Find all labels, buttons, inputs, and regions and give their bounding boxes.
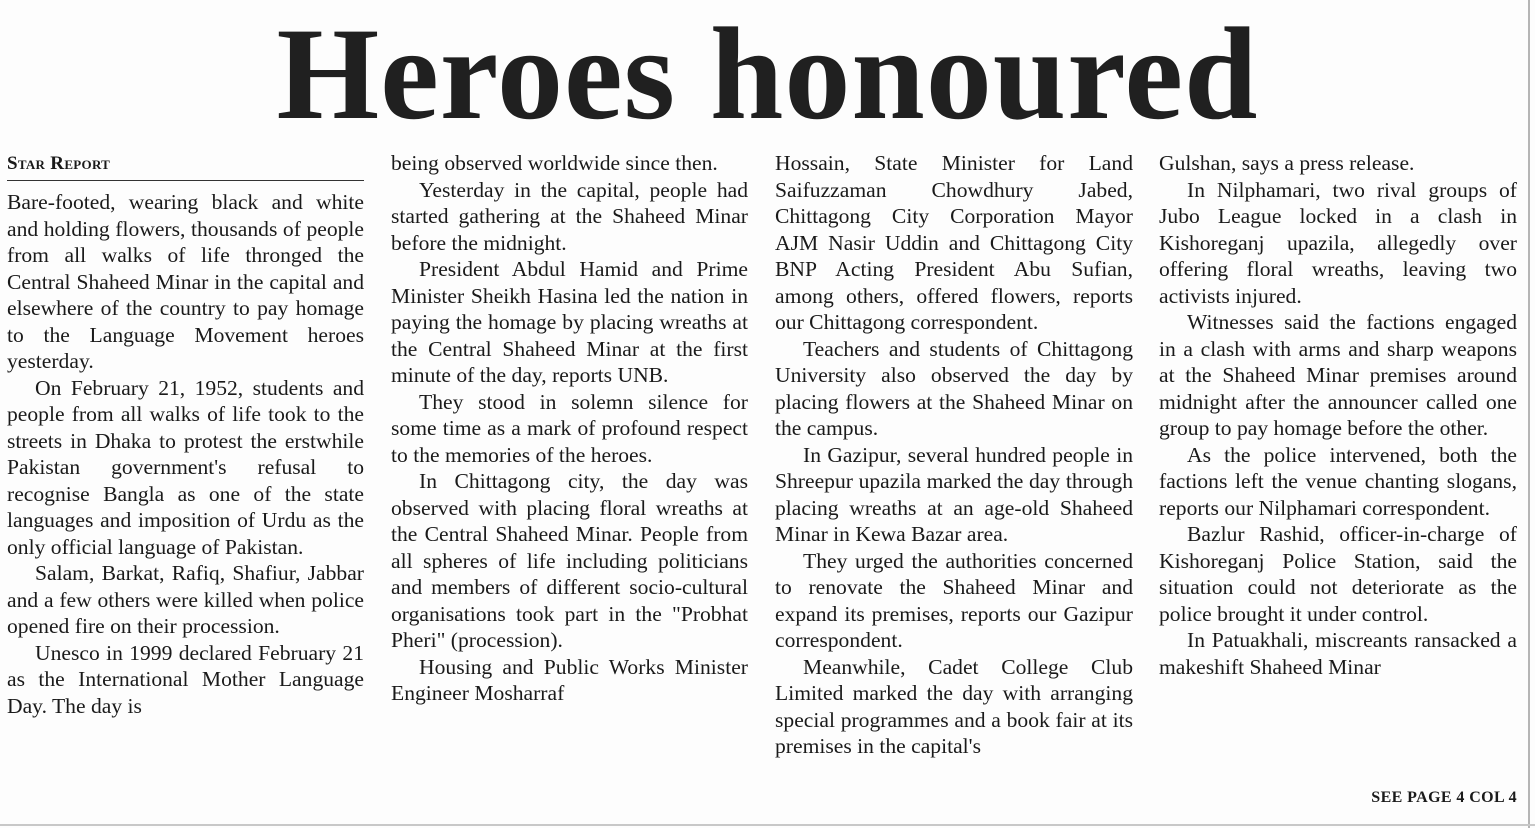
byline: Star Report <box>7 152 364 181</box>
article-paragraph: In Patuakhali, miscreants ransacked a makeshift Shaheed Minar <box>1159 628 1517 679</box>
article-column-2 <box>391 150 748 818</box>
article-paragraph: As the police intervened, both the factions left the venue chanting slogans, reports our Nilphamari correspondent. <box>1159 442 1517 520</box>
bottom-rule <box>0 824 1535 826</box>
article-paragraph: Hossain, State Minister for Land Saifuzzaman Chowdhury Jabed, Chittagong City Corporation Mayor AJM Nasir Uddin and Chittagong City BNP Acting President Abu Sufian, among others, offered flowers, reports our Chittagong correspondent. <box>775 151 1133 334</box>
headline: Heroes honoured <box>276 0 1259 147</box>
article-paragraph: Unesco in 1999 declared February 21 as the International Mother Language Day. The day is <box>7 640 364 718</box>
article-paragraph: Meanwhile, Cadet College Club Limited marked the day with arranging special programmes and a book fair at its premises in the capital's <box>775 654 1133 758</box>
article-column-1 <box>7 150 364 818</box>
article-paragraph: In Nilphamari, two rival groups of Jubo League locked in a clash in Kishoreganj upazila, allegedly over offering floral wreaths, leaving two activists injured. <box>1159 177 1517 308</box>
article-paragraph: Yesterday in the capital, people had started gathering at the Shaheed Minar before the midnight. <box>391 177 748 255</box>
byline-spacer <box>7 181 364 189</box>
article-paragraph: President Abdul Hamid and Prime Minister Sheikh Hasina led the nation in paying the homage by placing wreaths at the Central Shaheed Minar at the first minute of the day, reports UNB. <box>391 257 748 387</box>
article-paragraph: Witnesses said the factions engaged in a clash with arms and sharp weapons at the Shaheed Minar premises around midnight after the announcer called one group to pay homage before the other. <box>1159 310 1517 440</box>
article-paragraph: In Chittagong city, the day was observed with placing floral wreaths at the Central Shaheed Minar. People from all spheres of life including politicians and members of different socio-cultural organisations took part in the "Probhat Pheri" (procession). <box>391 469 748 652</box>
article-paragraph: Salam, Barkat, Rafiq, Shafiur, Jabbar and a few others were killed when police opened fire on their procession. <box>7 561 364 638</box>
article-paragraph: On February 21, 1952, students and people from all walks of life took to the streets in Dhaka to protest the erstwhile Pakistan government's refusal to recognise Bangla as one of the state languages and imposition of Urdu as the only official language of Pakistan. <box>7 375 364 559</box>
column-rule-right <box>1528 0 1530 828</box>
article-paragraph: Bazlur Rashid, officer-in-charge of Kishoreganj Police Station, said the situation could not deteriorate as the police brought it under control. <box>1159 522 1517 626</box>
article-paragraph: Gulshan, says a press release. <box>1159 151 1415 175</box>
article-paragraph: Housing and Public Works Minister Engineer Mosharraf <box>391 654 748 705</box>
article-column-4 <box>1159 150 1517 818</box>
article-paragraph: In Gazipur, several hundred people in Shreepur upazila marked the day through placing wreaths at an age-old Shaheed Minar in Kewa Bazar area. <box>775 442 1133 546</box>
article-paragraph: Teachers and students of Chittagong University also observed the day by placing flowers at the Shaheed Minar on the campus. <box>775 336 1133 440</box>
continuation-jump-line: SEE PAGE 4 COL 4 <box>1371 789 1517 806</box>
article-paragraph: Bare-footed, wearing black and white and holding flowers, thousands of people from all walks of life thronged the Central Shaheed Minar in the capital and elsewhere of the country to pay homage to the Language Movement heroes yesterday. <box>7 190 364 373</box>
article-paragraph: They stood in solemn silence for some time as a mark of profound respect to the memories of the heroes. <box>391 389 748 467</box>
article-paragraph: They urged the authorities concerned to renovate the Shaheed Minar and expand its premises, reports our Gazipur correspondent. <box>775 548 1133 652</box>
article-column-3 <box>775 150 1133 818</box>
article-paragraph: being observed worldwide since then. <box>391 151 718 175</box>
